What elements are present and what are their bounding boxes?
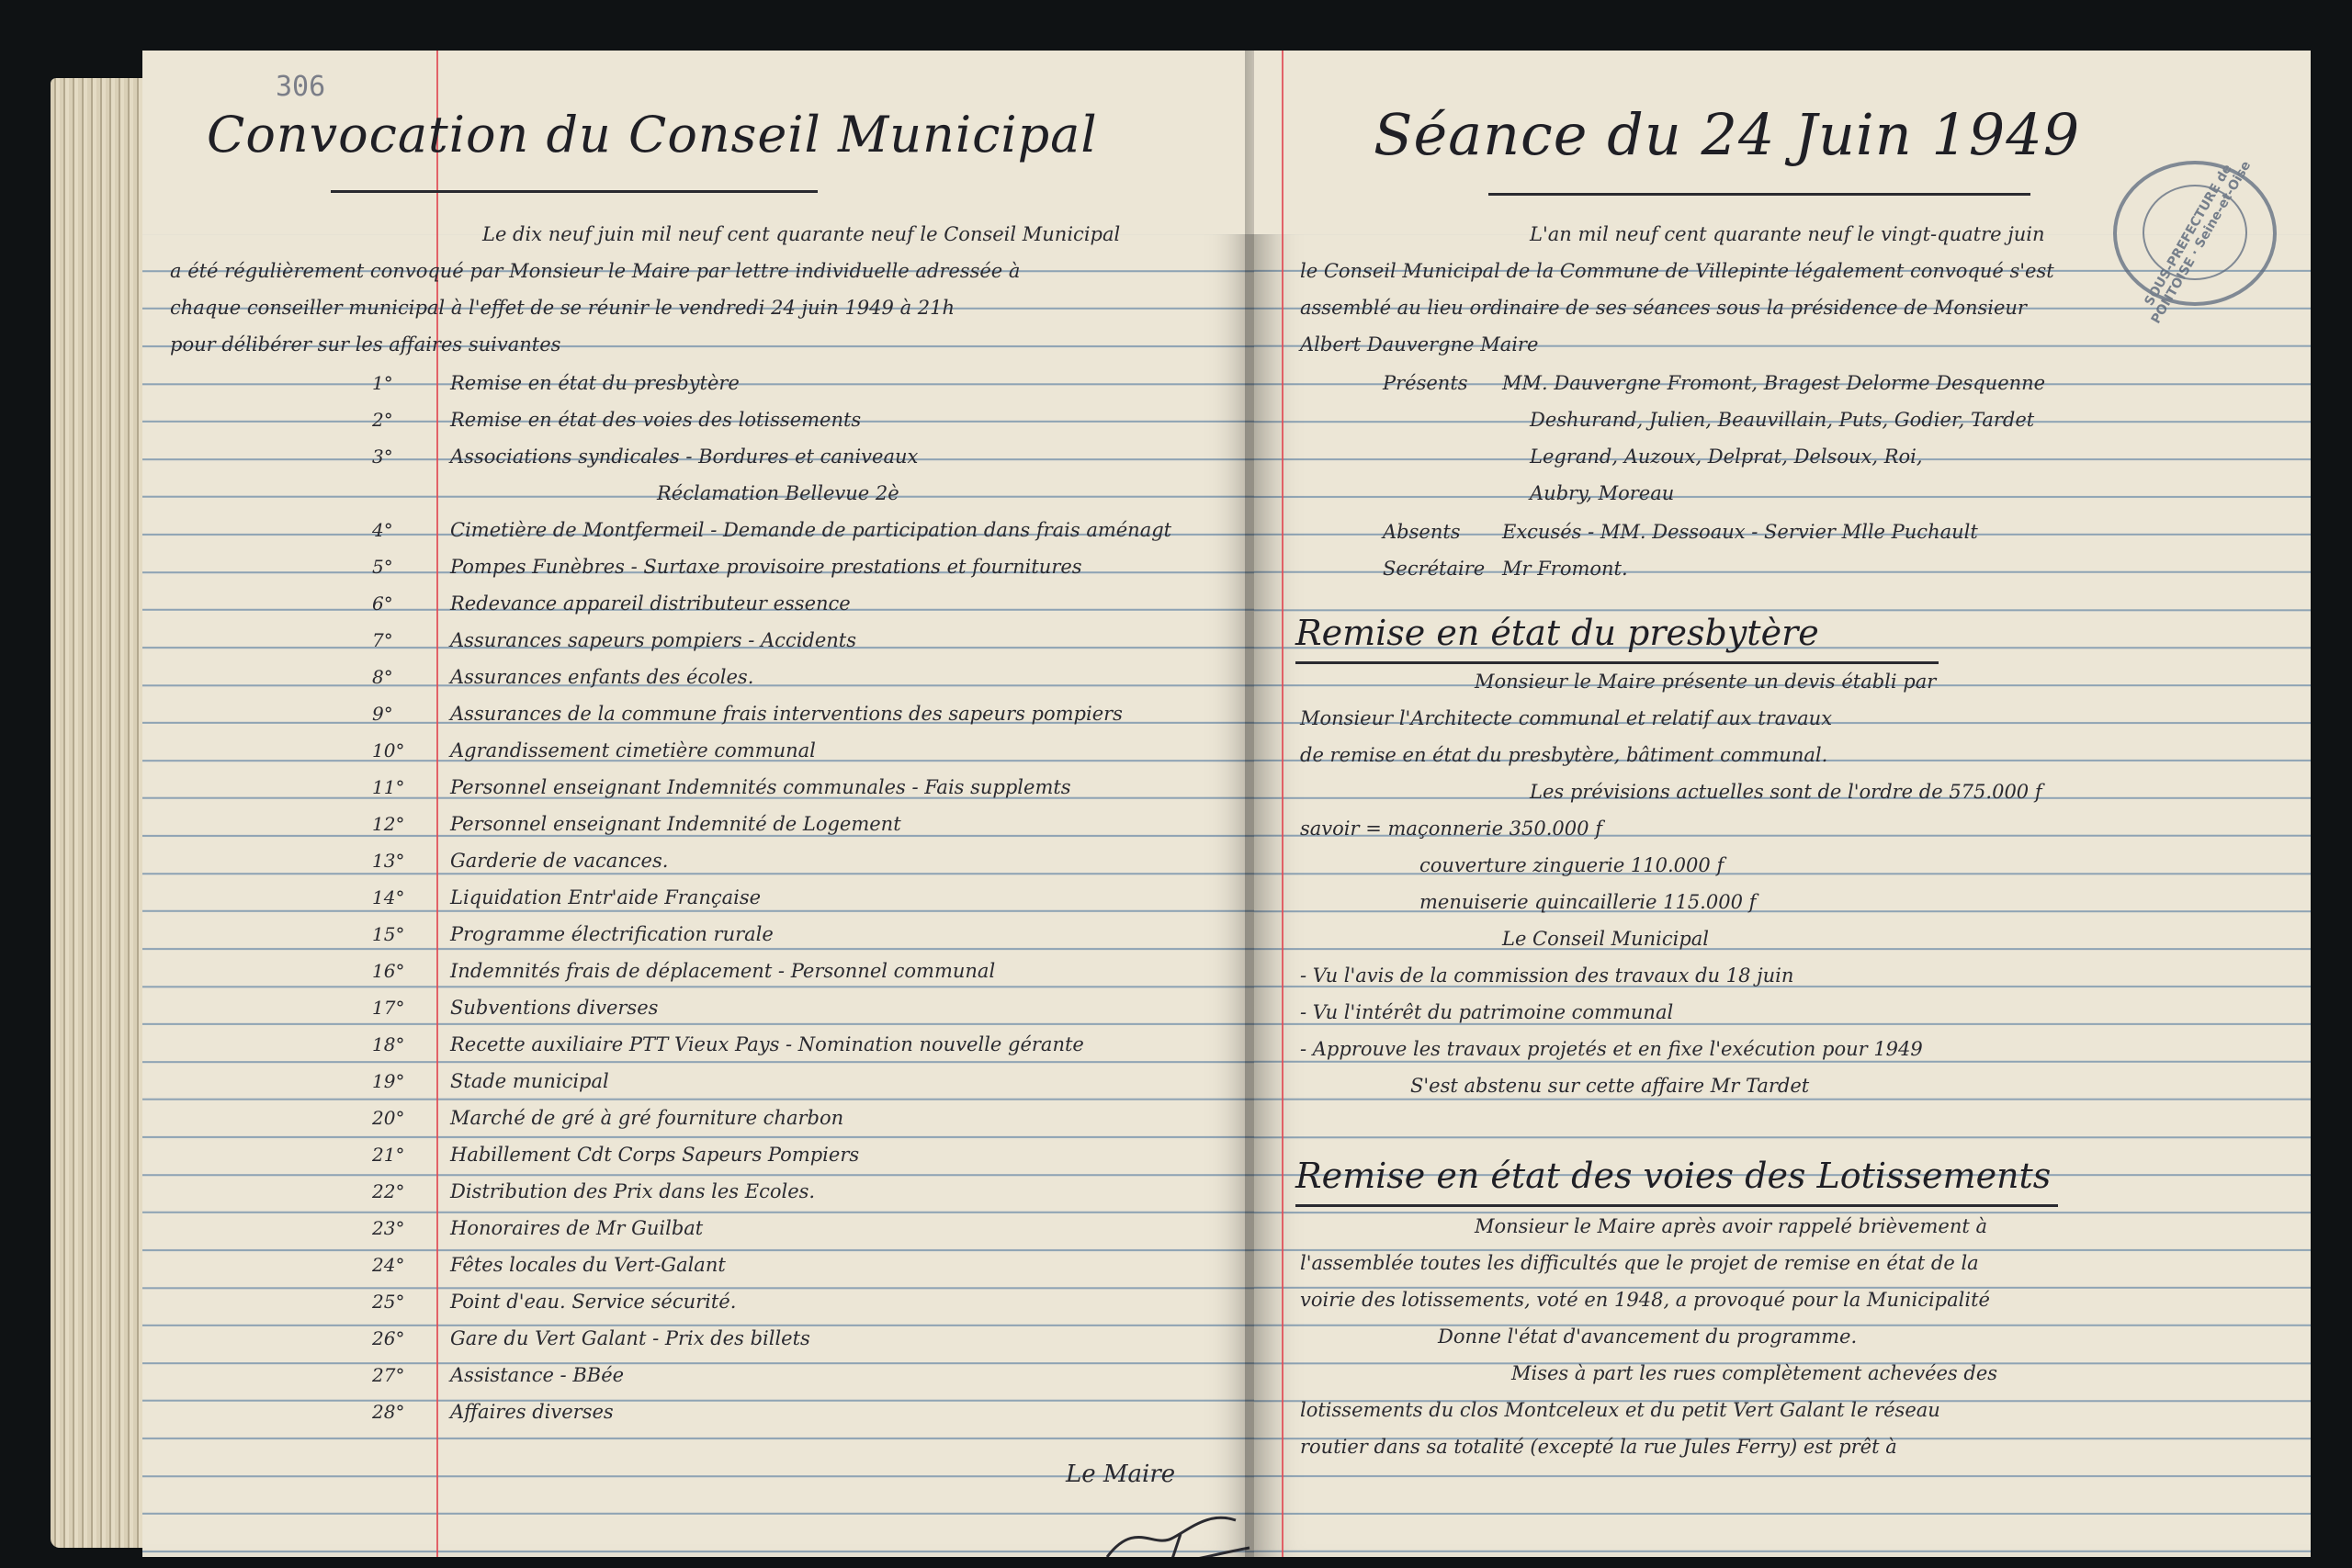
agenda-item-number: 19° [372,1070,405,1092]
section-line: Donne l'état d'avancement du programme. [1438,1325,1858,1348]
agenda-item-text: Personnel enseignant Indemnités communales - Fais supplemts [450,776,1071,798]
mayor-signature [1098,1483,1254,1557]
section-line: - Approuve les travaux projetés et en fixe l'exécution pour 1949 [1300,1038,1923,1060]
attendance-line: MM. Dauvergne Fromont, Bragest Delorme Desquenne [1502,372,2046,394]
agenda-item-text: Honoraires de Mr Guilbat [450,1217,704,1239]
agenda-item-number: 27° [372,1364,405,1386]
agenda-item-number: 26° [372,1327,405,1349]
section-line: lotissements du clos Montceleux et du petit Vert Galant le réseau [1300,1399,1940,1421]
agenda-item-number: 5° [372,556,393,578]
agenda-item-number: 14° [372,886,405,908]
agenda-item-number: 11° [372,776,405,798]
section-title: Remise en état des voies des Lotissements [1295,1156,2052,1196]
agenda-item-number: 21° [372,1144,405,1166]
agenda-item-number: 2° [372,409,393,431]
section-line: Monsieur le Maire après avoir rappelé brièvement à [1475,1215,1987,1237]
agenda-item-text: Assurances de la commune frais interventions des sapeurs pompiers [450,703,1123,725]
agenda-item-text: Recette auxiliaire PTT Vieux Pays - Nomination nouvelle gérante [450,1033,1084,1055]
intro-line: pour délibérer sur les affaires suivantes [170,333,561,355]
agenda-item-number: 24° [372,1254,405,1276]
left-page-title: Convocation du Conseil Municipal [207,106,1098,164]
title-underline [331,190,818,193]
agenda-item-text: Gare du Vert Galant - Prix des billets [450,1327,810,1349]
agenda-item-text: Assurances sapeurs pompiers - Accidents [450,629,857,651]
agenda-item-text: Remise en état du presbytère [450,372,740,394]
attendance-line: Aubry, Moreau [1530,482,1675,504]
section-line: - Vu l'intérêt du patrimoine communal [1300,1001,1674,1023]
agenda-item-text: Marché de gré à gré fourniture charbon [450,1107,844,1129]
section-line: Les prévisions actuelles sont de l'ordre de 575.000 f [1530,781,2042,803]
agenda-item-text: Cimetière de Montfermeil - Demande de participation dans frais aménagt [450,519,1172,541]
intro-line: L'an mil neuf cent quarante neuf le vingt-quatre juin [1530,223,2045,245]
attendance-line: Excusés - MM. Dessoaux - Servier Mlle Puchault [1502,521,1978,543]
agenda-item-number: 1° [372,372,393,394]
agenda-item-text: Liquidation Entr'aide Française [450,886,762,908]
attendance-line: Legrand, Auzoux, Delprat, Delsoux, Roi, [1530,446,1923,468]
agenda-item-number: 9° [372,703,393,725]
section-line: de remise en état du presbytère, bâtiment communal. [1300,744,1828,766]
agenda-item-number: 13° [372,850,405,872]
agenda-item-text: Remise en état des voies des lotissements [450,409,862,431]
section-underline [1295,661,1939,664]
left-page [142,51,1254,1557]
agenda-item-number: 4° [372,519,393,541]
agenda-item-number: 16° [372,960,405,982]
agenda-item-text: Assurances enfants des écoles. [450,666,754,688]
section-line: S'est abstenu sur cette affaire Mr Tardet [1410,1075,1810,1097]
attendance-line: Mr Fromont. [1502,558,1628,580]
agenda-item-text: Affaires diverses [450,1401,614,1423]
agenda-item-text: Garderie de vacances. [450,850,669,872]
agenda-item-number: 25° [372,1291,405,1313]
register-book [51,51,2301,1557]
attendance-line: Deshurand, Julien, Beauvillain, Puts, Godier, Tardet [1530,409,2035,431]
title-underline [1488,193,2030,196]
section-line: Le Conseil Municipal [1502,928,1710,950]
section-line: Monsieur l'Architecte communal et relatif aux travaux [1300,707,1833,729]
agenda-item-text: Associations syndicales - Bordures et caniveaux [450,446,919,468]
agenda-item-text: Distribution des Prix dans les Ecoles. [450,1180,816,1202]
agenda-item-text: Subventions diverses [450,997,659,1019]
intro-line: le Conseil Municipal de la Commune de Villepinte légalement convoqué s'est [1300,260,2054,282]
prefecture-stamp [2113,158,2277,327]
intro-line: assemblé au lieu ordinaire de ses séances sous la présidence de Monsieur [1300,297,2027,319]
attendance-label: Présents [1383,372,1468,394]
agenda-item-number: 18° [372,1033,405,1055]
section-title: Remise en état du presbytère [1295,613,1819,653]
section-line: Monsieur le Maire présente un devis établi par [1475,671,1937,693]
agenda-item-text: Point d'eau. Service sécurité. [450,1291,737,1313]
margin-line [1282,51,1283,1557]
agenda-item-text: Redevance appareil distributeur essence [450,592,851,615]
agenda-item-number: 15° [372,923,405,945]
agenda-item-number: 10° [372,739,405,761]
agenda-item-text: Agrandissement cimetière communal [450,739,816,761]
attendance-label: Absents [1383,521,1461,543]
agenda-item-number: 28° [372,1401,405,1423]
agenda-item-number: 23° [372,1217,405,1239]
agenda-item-number: 22° [372,1180,405,1202]
agenda-item-number: 8° [372,666,393,688]
agenda-item-number: 20° [372,1107,405,1129]
section-underline [1295,1204,2058,1207]
stamp-text: SOUS-PREFECTURE de PONTOISE · Seine-et-Oise [2142,158,2255,327]
attendance-label: Secrétaire [1383,558,1486,580]
section-line: menuiserie quincaillerie 115.000 f [1419,891,1757,913]
intro-line: a été régulièrement convoqué par Monsieur le Maire par lettre individuelle adressée à [170,260,1021,282]
intro-line: chaque conseiller municipal à l'effet de se réunir le vendredi 24 juin 1949 à 21h [170,297,956,319]
section-line: l'assemblée toutes les difficultés que le projet de remise en état de la [1300,1252,1979,1274]
section-line: Mises à part les rues complètement achevées des [1511,1362,1998,1384]
agenda-item-text: Fêtes locales du Vert-Galant [450,1254,726,1276]
agenda-item-text: Habillement Cdt Corps Sapeurs Pompiers [450,1144,860,1166]
agenda-item-number: 17° [372,997,405,1019]
agenda-item-text: Indemnités frais de déplacement - Personnel communal [450,960,996,982]
intro-line: Albert Dauvergne Maire [1300,333,1539,355]
signature-label: Le Maire [1066,1461,1176,1488]
agenda-item-number: 7° [372,629,393,651]
agenda-item-text: Réclamation Bellevue 2è [657,482,899,504]
agenda-item-number: 6° [372,592,393,615]
agenda-item-text: Stade municipal [450,1070,609,1092]
agenda-item-number: 3° [372,446,393,468]
right-page-title: Séance du 24 Juin 1949 [1374,101,2081,168]
page-number: 306 [276,71,326,103]
section-line: savoir = maçonnerie 350.000 f [1300,818,1602,840]
agenda-item-text: Programme électrification rurale [450,923,774,945]
section-line: voirie des lotissements, voté en 1948, a provoqué pour la Municipalité [1300,1289,1990,1311]
section-line: - Vu l'avis de la commission des travaux du 18 juin [1300,964,1794,987]
section-line: routier dans sa totalité (excepté la rue Jules Ferry) est prêt à [1300,1436,1897,1458]
agenda-item-text: Personnel enseignant Indemnité de Logement [450,813,901,835]
agenda-item-text: Assistance - BBée [450,1364,625,1386]
agenda-item-text: Pompes Funèbres - Surtaxe provisoire prestations et fournitures [450,556,1082,578]
agenda-item-number: 12° [372,813,405,835]
intro-line: Le dix neuf juin mil neuf cent quarante neuf le Conseil Municipal [482,223,1121,245]
section-line: couverture zinguerie 110.000 f [1419,854,1724,876]
